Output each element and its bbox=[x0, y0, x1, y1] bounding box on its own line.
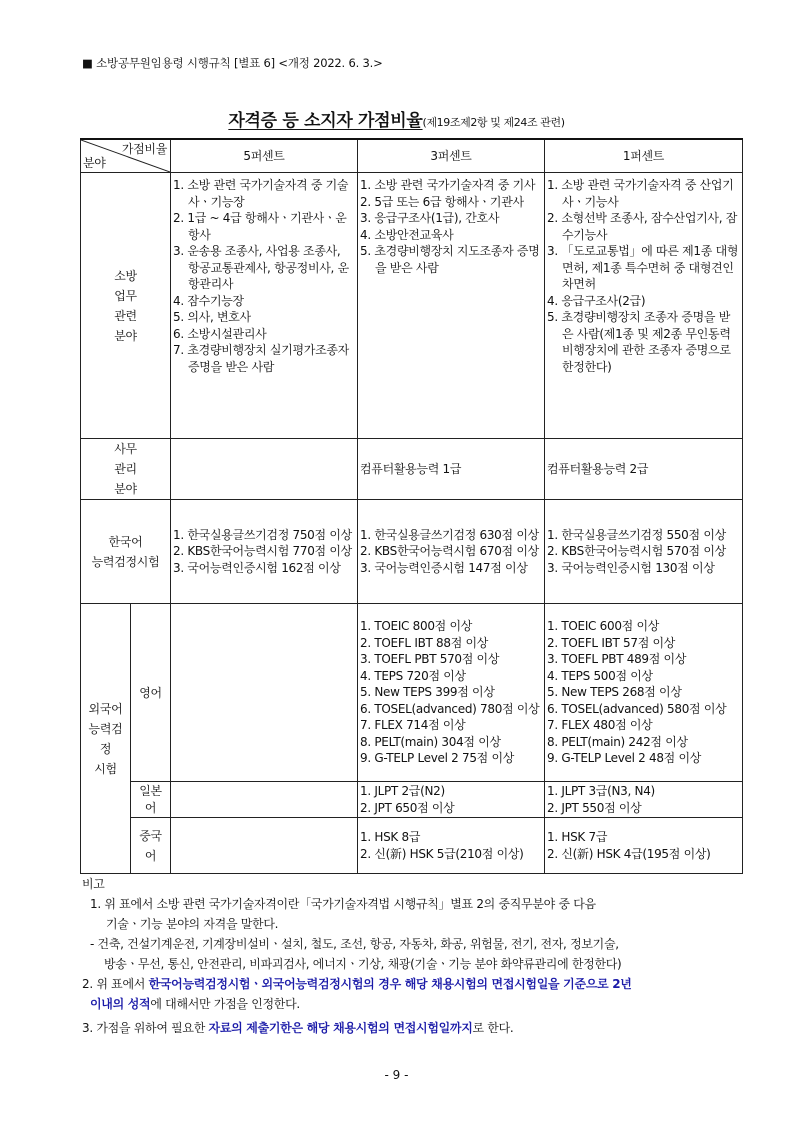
cell-english-5pct bbox=[171, 604, 358, 782]
remark-1-line-1: 1. 위 표에서 소방 관련 국가기술자격이란「국가기술자격법 시행규칙」별표 2의 중직무분야 중 다음 bbox=[90, 897, 596, 911]
col-header-3pct: 3퍼센트 bbox=[358, 139, 545, 173]
category-fire-related bbox=[81, 173, 171, 439]
cat-line: 외국어 bbox=[88, 701, 123, 716]
cat-line: 관련 bbox=[114, 308, 137, 323]
subcategory-japanese bbox=[131, 782, 171, 818]
list-item: 1. 한국실용글쓰기검정 750점 이상 bbox=[173, 527, 352, 542]
list-item: 7. FLEX 714점 이상 bbox=[360, 718, 466, 733]
cell-english-1pct bbox=[545, 604, 743, 782]
list-item: 8. PELT(main) 242점 이상 bbox=[547, 734, 688, 749]
remark-2-highlight-a: 한국어능력검정시험ㆍ외국어능력검정시험의 경우 해당 채용시험의 면접시험일을 기준으로 2년 bbox=[148, 977, 632, 991]
row-chinese bbox=[81, 818, 743, 874]
subcategory-chinese bbox=[131, 818, 171, 874]
cell-office-1pct: 컴퓨터활용능력 2급 bbox=[545, 439, 743, 500]
remark-3 bbox=[82, 1018, 732, 1038]
cat-line: 정 bbox=[99, 741, 112, 756]
list-item: 2. KBS한국어능력시험 570점 이상 bbox=[547, 544, 726, 559]
list-item: 2. JPT 650점 이상 bbox=[360, 800, 455, 815]
title-sub: (제19조제2항 및 제24조 관련) bbox=[422, 116, 565, 129]
list-item: 2. TOEFL IBT 88점 이상 bbox=[360, 635, 489, 650]
list-item: 4. TEPS 720점 이상 bbox=[360, 668, 466, 683]
list-item: 7. 초경량비행장치 실기평가조종자 증명을 받은 사람 bbox=[173, 343, 349, 374]
remark-2-line-1 bbox=[82, 974, 732, 994]
row-korean-test bbox=[81, 500, 743, 604]
page-number: - 9 - bbox=[384, 1068, 409, 1082]
list-item: 1. JLPT 2급(N2) bbox=[360, 784, 445, 798]
cat-line: 분야 bbox=[114, 328, 137, 343]
list-item: 6. TOSEL(advanced) 580점 이상 bbox=[547, 701, 727, 716]
list-item: 1. 한국실용글쓰기검정 630점 이상 bbox=[360, 527, 539, 542]
list-item: 4. 잠수기능장 bbox=[173, 293, 244, 308]
cat-line: 업무 bbox=[114, 288, 137, 303]
list-item: 3. TOEFL PBT 489점 이상 bbox=[547, 652, 687, 667]
list-item: 4. 응급구조사(2급) bbox=[547, 293, 646, 308]
remark-2-suffix: 에 대해서만 가점을 인정한다. bbox=[150, 997, 300, 1011]
remark-2-highlight-b: 이내의 성적 bbox=[90, 997, 151, 1011]
col-header-1pct: 1퍼센트 bbox=[545, 139, 743, 173]
cell-office-3pct: 컴퓨터활용능력 1급 bbox=[358, 439, 545, 500]
list-item: 1. HSK 8급 bbox=[360, 830, 421, 844]
document-header bbox=[82, 55, 383, 71]
list-item: 2. 5급 또는 6급 항해사ㆍ기관사 bbox=[360, 194, 524, 209]
cat-line: 한국어 bbox=[108, 534, 143, 549]
remark-1-line-2: 기술ㆍ기능 분야의 자격을 말한다. bbox=[106, 917, 279, 931]
list-item: 1. 소방 관련 국가기술자격 중 기사 bbox=[360, 178, 536, 192]
cell-korean-5pct bbox=[171, 500, 358, 604]
cat-line: 시험 bbox=[94, 761, 117, 776]
list-item: 2. 신(新) HSK 4급(195점 이상) bbox=[547, 846, 711, 861]
remark-3-prefix: 3. 가점을 위하여 필요한 bbox=[82, 1021, 209, 1035]
remark-1-list-line-2: 방송ㆍ무선, 통신, 안전관리, 비파괴검사, 에너지ㆍ기상, 채광(기술ㆍ기능 분야 화약류관리에 한정한다) bbox=[104, 957, 622, 971]
list-item: 3. 국어능력인증시험 162점 이상 bbox=[173, 560, 341, 575]
corner-label-rate: 가점비율 bbox=[121, 142, 167, 156]
cat-line: 관리 bbox=[114, 462, 137, 476]
category-korean-test bbox=[81, 500, 171, 604]
corner-label-field: 분야 bbox=[83, 155, 106, 170]
list-item: 2. JPT 550점 이상 bbox=[547, 800, 642, 815]
list-item: 1. HSK 7급 bbox=[547, 830, 608, 844]
list-item: 5. 초경량비행장치 지도조종자 증명을 받은 사람 bbox=[360, 244, 540, 275]
cell-korean-1pct bbox=[545, 500, 743, 604]
list-item: 4. 소방안전교육사 bbox=[360, 227, 454, 242]
list-item: 7. FLEX 480점 이상 bbox=[547, 718, 653, 733]
remark-1-list-line-1: - 건축, 건설기계운전, 기계장비설비ㆍ설치, 철도, 조선, 항공, 자동차, 화공, 위험물, 전기, 전자, 정보기술, bbox=[90, 937, 619, 951]
list-item: 1. 소방 관련 국가기술자격 중 산업기사ㆍ기능사 bbox=[547, 178, 734, 209]
list-item: 1. JLPT 3급(N3, N4) bbox=[547, 784, 655, 798]
category-foreign-test bbox=[81, 604, 131, 874]
list-item: 5. New TEPS 268점 이상 bbox=[547, 685, 682, 700]
cell-chinese-1pct bbox=[545, 818, 743, 874]
cat-line: 어 bbox=[144, 848, 157, 863]
list-item: 9. G-TELP Level 2 75점 이상 bbox=[360, 751, 515, 766]
cell-japanese-3pct bbox=[358, 782, 545, 818]
cell-office-5pct bbox=[171, 439, 358, 500]
list-item: 3. TOEFL PBT 570점 이상 bbox=[360, 652, 500, 667]
list-item: 1. 한국실용글쓰기검정 550점 이상 bbox=[547, 527, 726, 542]
remark-2-line-2 bbox=[82, 994, 732, 1014]
row-office-admin bbox=[81, 439, 743, 500]
cat-line: 어 bbox=[144, 800, 157, 815]
bonus-rate-table bbox=[80, 138, 743, 874]
header-row bbox=[81, 139, 743, 173]
cell-japanese-5pct bbox=[171, 782, 358, 818]
list-item: 6. 소방시설관리사 bbox=[173, 326, 267, 341]
list-item: 1. 소방 관련 국가기술자격 중 기술사ㆍ기능장 bbox=[173, 178, 349, 209]
cell-chinese-5pct bbox=[171, 818, 358, 874]
list-item: 9. G-TELP Level 2 48점 이상 bbox=[547, 751, 702, 766]
cell-fire-3pct bbox=[358, 173, 545, 439]
list-item: 4. TEPS 500점 이상 bbox=[547, 668, 653, 683]
title-main: 자격증 등 소지자 가점비율 bbox=[228, 111, 423, 131]
list-item: 2. 1급 ~ 4급 항해사ㆍ기관사ㆍ운항사 bbox=[173, 211, 347, 242]
cell-japanese-1pct bbox=[545, 782, 743, 818]
col-header-5pct: 5퍼센트 bbox=[171, 139, 358, 173]
row-english bbox=[81, 604, 743, 782]
table-title bbox=[0, 106, 793, 131]
remark-3-highlight: 자료의 제출기한은 해당 채용시험의 면접시험일까지 bbox=[208, 1021, 473, 1035]
cell-english-3pct bbox=[358, 604, 545, 782]
list-item: 3. 운송용 조종사, 사업용 조종사, 항공교통관제사, 항공정비사, 운항관리사 bbox=[173, 244, 349, 291]
regulation-reference: 소방공무원임용령 시행규칙 [별표 6] <개정 2022. 6. 3.> bbox=[96, 56, 383, 70]
list-item: 5. 의사, 변호사 bbox=[173, 310, 251, 324]
list-item: 2. TOEFL IBT 57점 이상 bbox=[547, 635, 676, 650]
bullet-square: ■ bbox=[82, 56, 93, 70]
row-japanese bbox=[81, 782, 743, 818]
list-item: 3. 국어능력인증시험 147점 이상 bbox=[360, 560, 528, 575]
cell-fire-1pct bbox=[545, 173, 743, 439]
remarks-section bbox=[82, 874, 732, 1038]
cat-line: 중국 bbox=[139, 828, 162, 843]
cell-korean-3pct bbox=[358, 500, 545, 604]
list-item: 2. KBS한국어능력시험 770점 이상 bbox=[173, 544, 352, 559]
list-item: 3. 「도로교통법」에 따른 제1종 대형면허, 제1종 특수면허 중 대형견인차면허 bbox=[547, 244, 739, 291]
cat-line: 능력검정시험 bbox=[91, 554, 160, 569]
remark-2-prefix: 2. 위 표에서 bbox=[82, 977, 149, 991]
list-item: 5. New TEPS 399점 이상 bbox=[360, 685, 495, 700]
list-item: 2. 소형선박 조종사, 잠수산업기사, 잠수기능사 bbox=[547, 211, 738, 242]
cat-line: 소방 bbox=[114, 268, 137, 283]
cat-line: 사무 bbox=[114, 442, 137, 456]
cat-line: 일본 bbox=[139, 783, 162, 798]
cat-line: 능력검 bbox=[88, 721, 123, 736]
remark-3-suffix: 로 한다. bbox=[472, 1021, 514, 1035]
corner-header-cell bbox=[81, 139, 171, 173]
row-fire-related bbox=[81, 173, 743, 439]
cell-chinese-3pct bbox=[358, 818, 545, 874]
list-item: 3. 응급구조사(1급), 간호사 bbox=[360, 211, 500, 225]
list-item: 2. KBS한국어능력시험 670점 이상 bbox=[360, 544, 539, 559]
list-item: 5. 초경량비행장치 조종자 증명을 받은 사람(제1종 및 제2종 무인동력비행장치에 관한 조종자 증명으로 한정한다) bbox=[547, 310, 731, 374]
category-office-admin bbox=[81, 439, 171, 500]
list-item: 1. TOEIC 600점 이상 bbox=[547, 619, 660, 634]
list-item: 8. PELT(main) 304점 이상 bbox=[360, 734, 501, 749]
list-item: 3. 국어능력인증시험 130점 이상 bbox=[547, 560, 715, 575]
subcategory-english: 영어 bbox=[131, 604, 171, 782]
cell-fire-5pct bbox=[171, 173, 358, 439]
list-item: 1. TOEIC 800점 이상 bbox=[360, 619, 473, 634]
remarks-heading: 비고 bbox=[82, 877, 105, 891]
list-item: 6. TOSEL(advanced) 780점 이상 bbox=[360, 701, 540, 716]
cat-line: 분야 bbox=[114, 482, 137, 496]
list-item: 2. 신(新) HSK 5급(210점 이상) bbox=[360, 846, 524, 861]
